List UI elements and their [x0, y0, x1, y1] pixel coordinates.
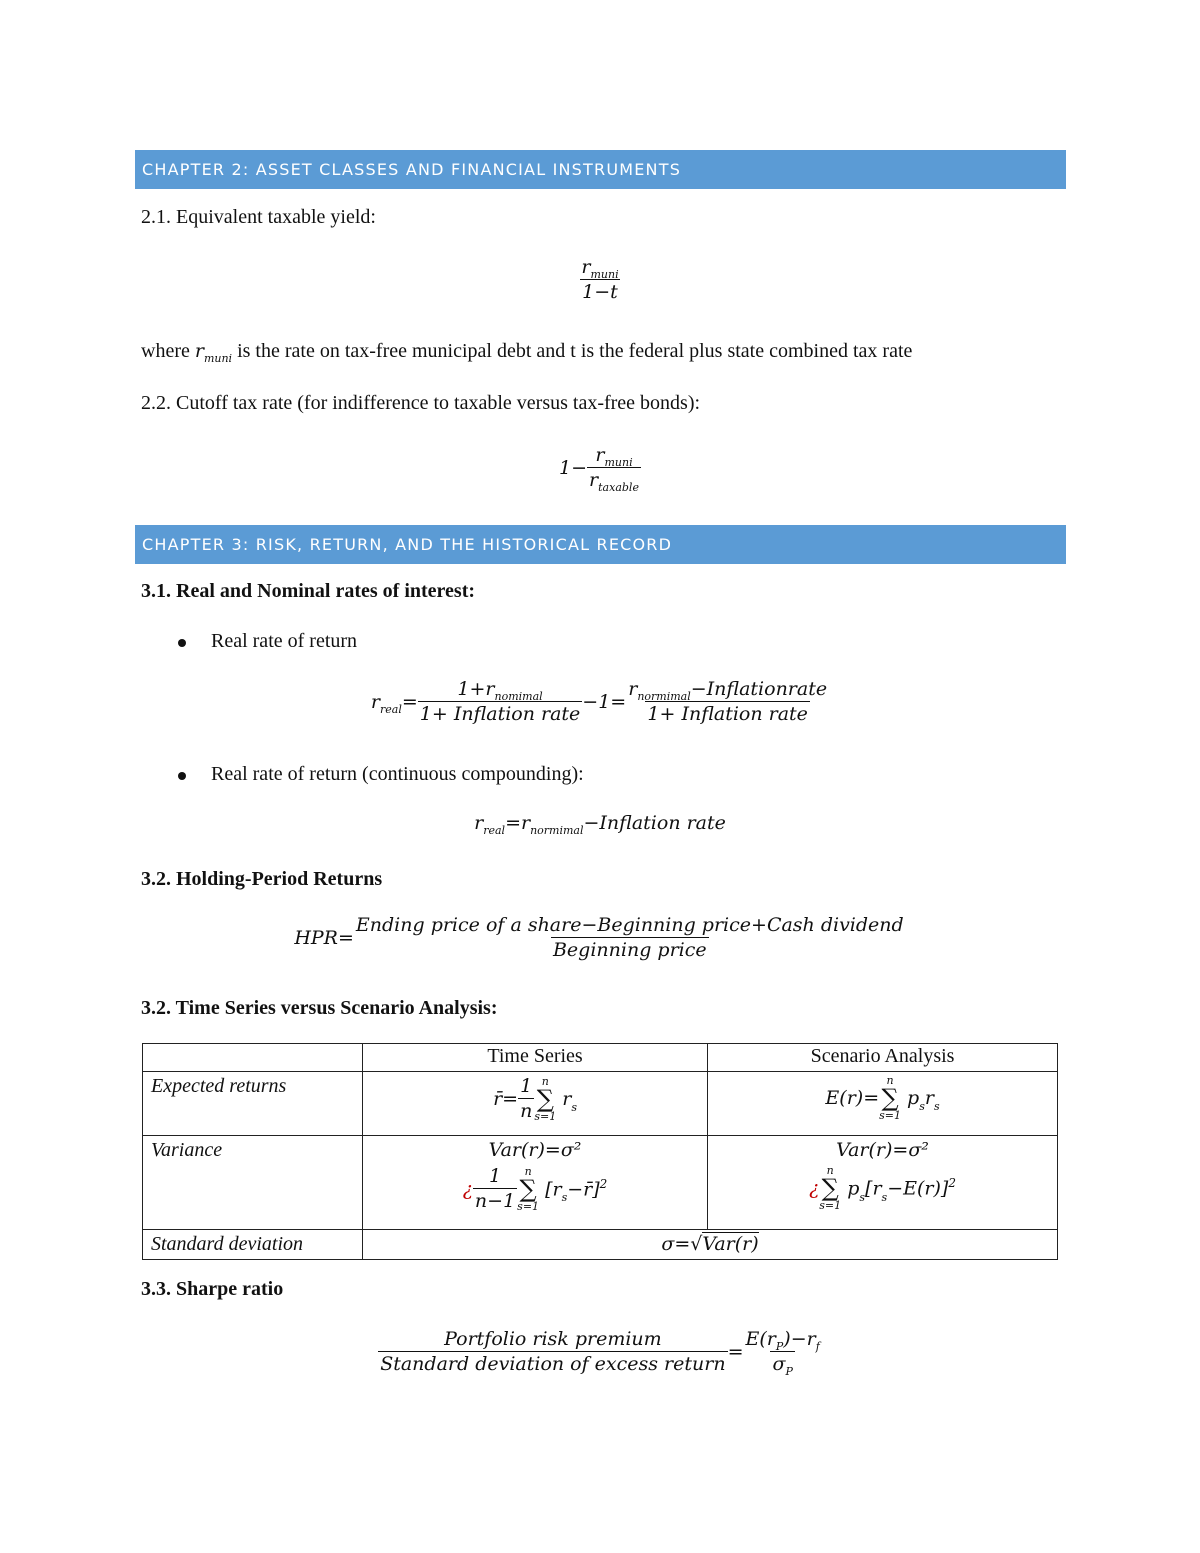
- section-3-2-series-title: 3.2. Time Series versus Scenario Analysis:: [141, 997, 498, 1019]
- formula-equivalent-taxable-yield: $\frac{r_{muni}}{1-t}$: [581, 256, 619, 303]
- bullet-dot: [178, 772, 186, 780]
- row-expected-returns: Expected returns: [143, 1072, 363, 1136]
- col-scenario-analysis: Scenario Analysis: [708, 1044, 1058, 1072]
- chapter-2-banner: CHAPTER 2: ASSET CLASSES AND FINANCIAL INSTRUMENTS: [135, 150, 1066, 189]
- chapter-3-banner: CHAPTER 3: RISK, RETURN, AND THE HISTORICAL RECORD: [135, 525, 1066, 564]
- where-paragraph: where $r_{muni}$ is the rate on tax-free municipal debt and t is the federal plus state combined tax rate: [141, 340, 913, 365]
- formula-real-rate: $r_{real}=$ $\frac{1+r_{nomimal}}{\text{1+ Inflation rate}}$ −1= $\frac{r_{normimal}-Inflationrate}{\text{1+ Inflation rate}}$: [370, 678, 828, 725]
- bullet-dot: [178, 639, 186, 647]
- bullet-real-rate-continuous: Real rate of return (continuous compounding):: [211, 763, 584, 785]
- formula-sharpe-ratio: $\frac{\text{Portfolio risk premium}}{\text{Standard deviation of excess return}}$ = $\frac{E(r_P)-r_f}{\sigma_P}$: [380, 1328, 820, 1378]
- ts-variance-formula: Var(r)=σ² ¿ $\frac{1}{n-1}$ n ∑ s=1 $[r_s-r̄]^2$: [363, 1136, 708, 1230]
- section-2-1-label: 2.1. Equivalent taxable yield:: [141, 206, 376, 228]
- section-2-2-label: 2.2. Cutoff tax rate (for indifference to taxable versus tax-free bonds):: [141, 392, 701, 414]
- formula-hpr: HPR= $\frac{\text{Ending price of a share−Beginning price+Cash dividend}}{\text{Beginning price}}$: [294, 914, 904, 961]
- formula-real-rate-continuous: $r_{real}=r_{normimal}-Inflation$ rate: [474, 812, 726, 837]
- row-variance: Variance: [143, 1136, 363, 1230]
- formula-cutoff-tax-rate: 1− $\frac{r_{muni}}{r_{taxable}}$: [559, 444, 639, 494]
- returns-table: [142, 1043, 1058, 1260]
- sa-variance-formula: Var(r)=σ² ¿ n ∑ s=1 $p_s[r_s-E(r)]^2$: [708, 1136, 1058, 1230]
- row-standard-deviation: Standard deviation: [143, 1230, 363, 1260]
- ts-expected-formula: r̄= $\frac{1}{n}$ n ∑ s=1 $r_s$: [363, 1072, 708, 1136]
- sd-formula: σ=√Var(r): [363, 1230, 1058, 1260]
- bullet-real-rate: Real rate of return: [211, 630, 358, 652]
- section-3-3-title: 3.3. Sharpe ratio: [141, 1278, 284, 1300]
- sa-expected-formula: E(r)= n ∑ s=1 $p_sr_s$: [708, 1072, 1058, 1136]
- table-corner: [143, 1044, 363, 1072]
- section-3-1-title: 3.1. Real and Nominal rates of interest:: [141, 580, 476, 602]
- col-time-series: Time Series: [363, 1044, 708, 1072]
- section-3-2-holding-title: 3.2. Holding-Period Returns: [141, 868, 383, 890]
